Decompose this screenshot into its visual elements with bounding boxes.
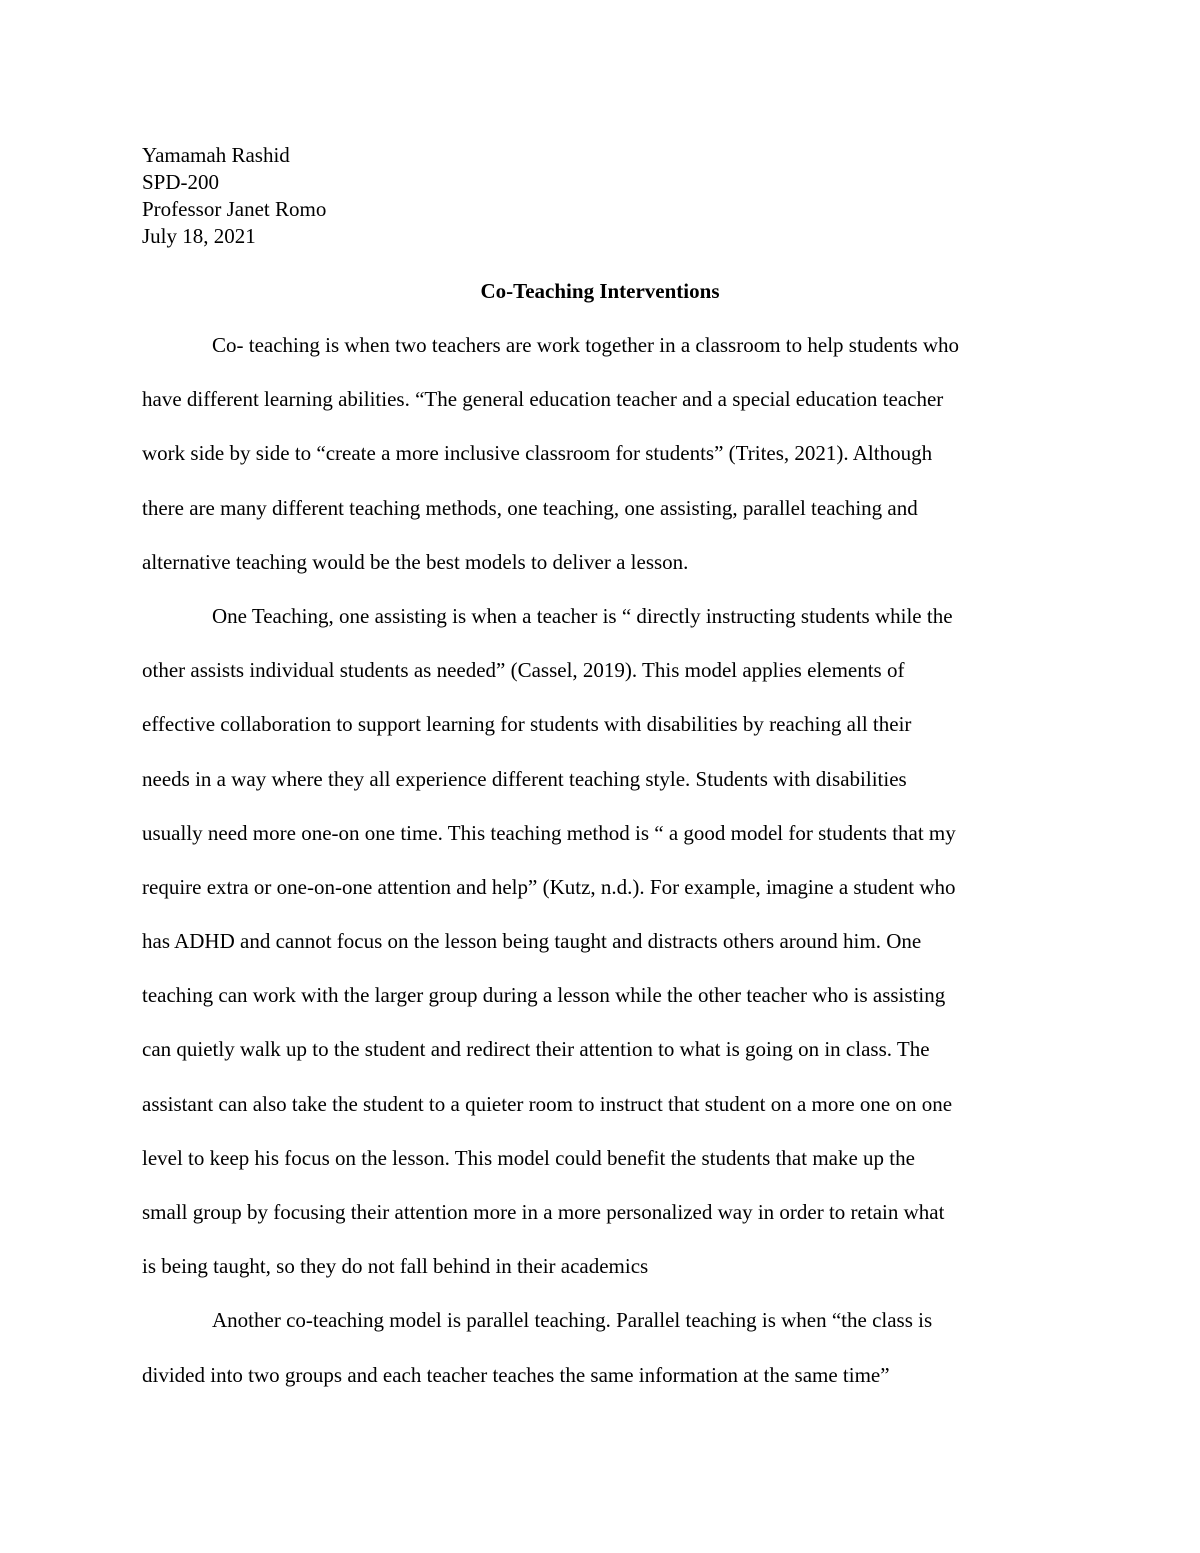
paragraph-2-line-11: level to keep his focus on the lesson. This model could benefit the students that make up the (142, 1145, 915, 1170)
paragraph-2-line-2: other assists individual students as needed” (Cassel, 2019). This model applies elements of (142, 658, 905, 683)
paragraph-2-line-12: small group by focusing their attention more in a more personalized way in order to retain what (142, 1200, 945, 1224)
paragraph-2-line-10: assistant can also take the student to a quieter room to instruct that student on a more one on one (142, 1091, 953, 1116)
paragraph-2-line-5: usually need more one-on one time. This teaching method is “ a good model for students that my (142, 820, 956, 845)
paragraph-1-line-4: there are many different teaching methods, one teaching, one assisting, parallel teaching and (142, 495, 918, 520)
paragraph-1-line-1: Co- teaching is when two teachers are work together in a classroom to help students who (212, 333, 960, 357)
professor-name: Professor Janet Romo (142, 197, 327, 221)
document-date: July 18, 2021 (142, 224, 256, 248)
paragraph-2-line-3: effective collaboration to support learning for students with disabilities by reaching all their (142, 712, 912, 737)
paragraph-2-line-9: can quietly walk up to the student and redirect their attention to what is going on in class. The (142, 1037, 930, 1062)
document-header (142, 142, 326, 250)
document-body (142, 330, 1062, 1414)
author-name: Yamamah Rashid (142, 143, 290, 167)
document-title: Co-Teaching Interventions (480, 279, 720, 303)
paragraph-1-line-2: have different learning abilities. “The general education teacher and a special education teacher (142, 387, 944, 412)
paragraph-2-line-7: has ADHD and cannot focus on the lesson being taught and distracts others around him. One (142, 929, 922, 954)
paragraph-2-line-4: needs in a way where they all experience different teaching style. Students with disabilities (142, 766, 907, 791)
paragraph-1-line-5: alternative teaching would be the best models to deliver a lesson. (142, 549, 689, 574)
paragraph-3-line-2: divided into two groups and each teacher teaches the same information at the same time” (142, 1362, 890, 1387)
paragraph-2-line-6: require extra or one-on-one attention and help” (Kutz, n.d.). For example, imagine a student who (142, 874, 956, 899)
paragraph-1-line-3: work side by side to “create a more inclusive classroom for students” (Trites, 2021). Although (142, 441, 933, 466)
paragraph-2-line-8: teaching can work with the larger group during a lesson while the other teacher who is assisting (142, 983, 946, 1008)
paragraph-2-line-1: One Teaching, one assisting is when a teacher is “ directly instructing students while the (212, 603, 953, 628)
course-code: SPD-200 (142, 170, 220, 194)
paragraph-3-line-1: Another co-teaching model is parallel teaching. Parallel teaching is when “the class is (212, 1308, 933, 1333)
paragraph-2-line-13: is being taught, so they do not fall behind in their academics (142, 1254, 649, 1279)
